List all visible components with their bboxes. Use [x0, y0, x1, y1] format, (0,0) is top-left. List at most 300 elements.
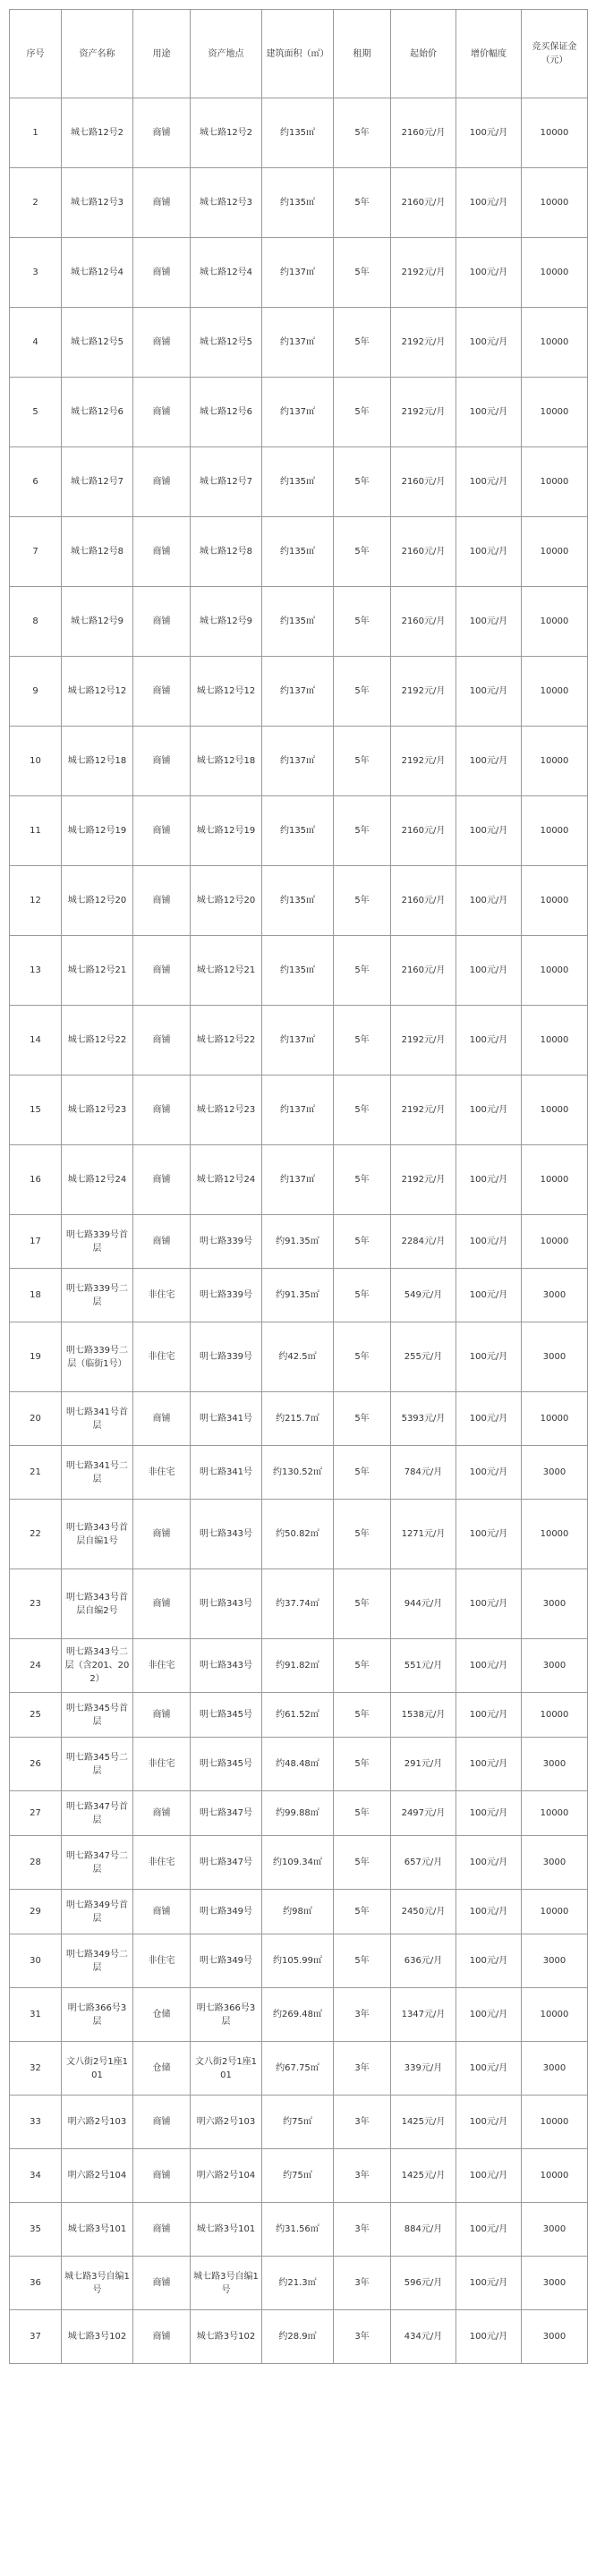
cell-asset-location: 城七路12号3 [191, 168, 262, 238]
cell-asset-location: 明七路341号 [191, 1446, 262, 1500]
cell-floor-area: 约137㎡ [262, 308, 334, 378]
cell-usage: 商铺 [133, 1890, 191, 1934]
cell-asset-name: 城七路12号5 [62, 308, 133, 378]
cell-seq: 6 [10, 447, 62, 517]
cell-asset-name: 明七路339号二层（临街1号） [62, 1322, 133, 1392]
cell-usage: 商铺 [133, 2096, 191, 2149]
cell-lease-term: 5年 [334, 1693, 391, 1738]
table-row [10, 98, 588, 168]
cell-starting-price: 2192元/月 [391, 1145, 456, 1215]
table-header-row [10, 10, 588, 98]
cell-starting-price: 1538元/月 [391, 1693, 456, 1738]
cell-usage: 商铺 [133, 238, 191, 308]
table-row [10, 1890, 588, 1934]
cell-floor-area: 约269.48㎡ [262, 1988, 334, 2042]
cell-lease-term: 5年 [334, 447, 391, 517]
table-row [10, 2042, 588, 2096]
cell-lease-term: 3年 [334, 2149, 391, 2203]
table-row [10, 587, 588, 657]
cell-increment: 100元/月 [456, 1006, 522, 1075]
cell-increment: 100元/月 [456, 1836, 522, 1890]
cell-lease-term: 5年 [334, 936, 391, 1006]
cell-deposit: 10000 [522, 936, 588, 1006]
cell-lease-term: 5年 [334, 1145, 391, 1215]
cell-seq: 17 [10, 1215, 62, 1269]
cell-seq: 33 [10, 2096, 62, 2149]
cell-floor-area: 约135㎡ [262, 517, 334, 587]
cell-usage: 非住宅 [133, 1934, 191, 1988]
cell-deposit: 10000 [522, 98, 588, 168]
cell-seq: 2 [10, 168, 62, 238]
cell-lease-term: 5年 [334, 587, 391, 657]
cell-floor-area: 约135㎡ [262, 936, 334, 1006]
cell-asset-name: 明七路345号二层 [62, 1738, 133, 1791]
cell-asset-location: 明七路343号 [191, 1500, 262, 1569]
cell-deposit: 10000 [522, 1075, 588, 1145]
cell-seq: 36 [10, 2257, 62, 2310]
cell-lease-term: 3年 [334, 2203, 391, 2257]
cell-increment: 100元/月 [456, 1988, 522, 2042]
cell-starting-price: 1425元/月 [391, 2096, 456, 2149]
cell-starting-price: 2160元/月 [391, 587, 456, 657]
cell-floor-area: 约31.56㎡ [262, 2203, 334, 2257]
cell-usage: 商铺 [133, 657, 191, 727]
cell-usage: 商铺 [133, 1006, 191, 1075]
cell-asset-location: 城七路12号20 [191, 866, 262, 936]
cell-increment: 100元/月 [456, 98, 522, 168]
cell-usage: 商铺 [133, 796, 191, 866]
cell-usage: 商铺 [133, 866, 191, 936]
cell-asset-name: 城七路12号12 [62, 657, 133, 727]
cell-seq: 11 [10, 796, 62, 866]
cell-deposit: 10000 [522, 866, 588, 936]
table-row [10, 1934, 588, 1988]
cell-lease-term: 5年 [334, 1569, 391, 1639]
cell-asset-name: 城七路12号21 [62, 936, 133, 1006]
cell-increment: 100元/月 [456, 308, 522, 378]
cell-asset-location: 明七路349号 [191, 1934, 262, 1988]
cell-deposit: 3000 [522, 1446, 588, 1500]
table-row [10, 1738, 588, 1791]
cell-deposit: 10000 [522, 796, 588, 866]
cell-increment: 100元/月 [456, 2096, 522, 2149]
cell-starting-price: 2192元/月 [391, 238, 456, 308]
cell-seq: 37 [10, 2310, 62, 2364]
cell-asset-name: 明七路339号首层 [62, 1215, 133, 1269]
cell-usage: 商铺 [133, 1145, 191, 1215]
cell-floor-area: 约67.75㎡ [262, 2042, 334, 2096]
cell-deposit: 10000 [522, 308, 588, 378]
cell-seq: 18 [10, 1269, 62, 1322]
cell-asset-location: 城七路12号5 [191, 308, 262, 378]
cell-lease-term: 5年 [334, 1446, 391, 1500]
cell-lease-term: 5年 [334, 1006, 391, 1075]
cell-asset-name: 明六路2号104 [62, 2149, 133, 2203]
cell-usage: 商铺 [133, 168, 191, 238]
cell-floor-area: 约137㎡ [262, 238, 334, 308]
cell-increment: 100元/月 [456, 1890, 522, 1934]
table-row [10, 378, 588, 447]
cell-asset-name: 城七路12号8 [62, 517, 133, 587]
cell-increment: 100元/月 [456, 1322, 522, 1392]
cell-asset-name: 城七路12号2 [62, 98, 133, 168]
cell-starting-price: 2284元/月 [391, 1215, 456, 1269]
cell-floor-area: 约98㎡ [262, 1890, 334, 1934]
cell-usage: 商铺 [133, 1500, 191, 1569]
cell-seq: 15 [10, 1075, 62, 1145]
cell-deposit: 10000 [522, 517, 588, 587]
cell-seq: 21 [10, 1446, 62, 1500]
cell-starting-price: 596元/月 [391, 2257, 456, 2310]
cell-floor-area: 约135㎡ [262, 168, 334, 238]
cell-asset-location: 明七路343号 [191, 1569, 262, 1639]
cell-asset-location: 城七路3号102 [191, 2310, 262, 2364]
cell-seq: 30 [10, 1934, 62, 1988]
cell-starting-price: 549元/月 [391, 1269, 456, 1322]
cell-asset-name: 明七路343号二层（含201、202） [62, 1639, 133, 1693]
table-row [10, 1006, 588, 1075]
cell-starting-price: 1271元/月 [391, 1500, 456, 1569]
cell-lease-term: 3年 [334, 2042, 391, 2096]
cell-floor-area: 约130.52㎡ [262, 1446, 334, 1500]
cell-starting-price: 2160元/月 [391, 796, 456, 866]
cell-floor-area: 约109.34㎡ [262, 1836, 334, 1890]
cell-floor-area: 约135㎡ [262, 447, 334, 517]
table-row [10, 657, 588, 727]
cell-lease-term: 5年 [334, 796, 391, 866]
cell-usage: 非住宅 [133, 1836, 191, 1890]
cell-asset-name: 城七路12号20 [62, 866, 133, 936]
cell-deposit: 10000 [522, 587, 588, 657]
cell-lease-term: 5年 [334, 1269, 391, 1322]
cell-usage: 仓储 [133, 1988, 191, 2042]
cell-increment: 100元/月 [456, 517, 522, 587]
table-row [10, 1693, 588, 1738]
cell-lease-term: 5年 [334, 1075, 391, 1145]
cell-deposit: 10000 [522, 727, 588, 796]
cell-lease-term: 5年 [334, 1791, 391, 1836]
cell-increment: 100元/月 [456, 447, 522, 517]
cell-starting-price: 2192元/月 [391, 378, 456, 447]
cell-increment: 100元/月 [456, 1075, 522, 1145]
cell-lease-term: 5年 [334, 308, 391, 378]
cell-asset-location: 明七路339号 [191, 1322, 262, 1392]
cell-lease-term: 5年 [334, 727, 391, 796]
cell-usage: 商铺 [133, 378, 191, 447]
table-row [10, 1500, 588, 1569]
cell-increment: 100元/月 [456, 1446, 522, 1500]
cell-usage: 商铺 [133, 1791, 191, 1836]
cell-starting-price: 551元/月 [391, 1639, 456, 1693]
table-row [10, 2257, 588, 2310]
table-row [10, 1145, 588, 1215]
cell-deposit: 3000 [522, 2203, 588, 2257]
cell-seq: 34 [10, 2149, 62, 2203]
cell-deposit: 3000 [522, 1322, 588, 1392]
cell-increment: 100元/月 [456, 1145, 522, 1215]
cell-asset-location: 城七路12号6 [191, 378, 262, 447]
cell-usage: 非住宅 [133, 1446, 191, 1500]
cell-floor-area: 约135㎡ [262, 796, 334, 866]
cell-asset-name: 城七路12号4 [62, 238, 133, 308]
cell-asset-location: 明七路345号 [191, 1693, 262, 1738]
cell-usage: 非住宅 [133, 1639, 191, 1693]
cell-usage: 商铺 [133, 1075, 191, 1145]
cell-seq: 14 [10, 1006, 62, 1075]
cell-usage: 商铺 [133, 308, 191, 378]
cell-usage: 非住宅 [133, 1269, 191, 1322]
cell-starting-price: 784元/月 [391, 1446, 456, 1500]
cell-asset-location: 明七路349号 [191, 1890, 262, 1934]
header-lease-term: 租期 [334, 10, 391, 98]
cell-starting-price: 2160元/月 [391, 866, 456, 936]
cell-asset-location: 明六路2号104 [191, 2149, 262, 2203]
cell-starting-price: 2192元/月 [391, 1006, 456, 1075]
cell-asset-name: 城七路3号自编1号 [62, 2257, 133, 2310]
cell-deposit: 3000 [522, 1934, 588, 1988]
cell-seq: 10 [10, 727, 62, 796]
table-row [10, 2310, 588, 2364]
cell-usage: 商铺 [133, 936, 191, 1006]
cell-increment: 100元/月 [456, 238, 522, 308]
cell-floor-area: 约28.9㎡ [262, 2310, 334, 2364]
cell-increment: 100元/月 [456, 1934, 522, 1988]
cell-lease-term: 5年 [334, 1836, 391, 1890]
cell-starting-price: 2497元/月 [391, 1791, 456, 1836]
cell-starting-price: 884元/月 [391, 2203, 456, 2257]
table-row [10, 866, 588, 936]
cell-deposit: 10000 [522, 1392, 588, 1446]
cell-asset-name: 城七路12号7 [62, 447, 133, 517]
cell-asset-location: 文八街2号1座101 [191, 2042, 262, 2096]
cell-starting-price: 1347元/月 [391, 1988, 456, 2042]
cell-starting-price: 255元/月 [391, 1322, 456, 1392]
cell-lease-term: 3年 [334, 2096, 391, 2149]
table-row [10, 308, 588, 378]
cell-asset-name: 明七路366号3层 [62, 1988, 133, 2042]
cell-asset-name: 明七路347号二层 [62, 1836, 133, 1890]
cell-asset-location: 城七路3号101 [191, 2203, 262, 2257]
cell-asset-location: 城七路12号12 [191, 657, 262, 727]
cell-asset-name: 城七路12号3 [62, 168, 133, 238]
cell-floor-area: 约42.5㎡ [262, 1322, 334, 1392]
cell-floor-area: 约99.88㎡ [262, 1791, 334, 1836]
cell-starting-price: 2160元/月 [391, 447, 456, 517]
cell-asset-location: 城七路3号自编1号 [191, 2257, 262, 2310]
cell-deposit: 10000 [522, 1145, 588, 1215]
cell-seq: 28 [10, 1836, 62, 1890]
cell-increment: 100元/月 [456, 1791, 522, 1836]
cell-floor-area: 约137㎡ [262, 1075, 334, 1145]
cell-asset-location: 城七路12号18 [191, 727, 262, 796]
cell-floor-area: 约135㎡ [262, 866, 334, 936]
cell-usage: 商铺 [133, 727, 191, 796]
cell-asset-location: 明七路345号 [191, 1738, 262, 1791]
cell-seq: 9 [10, 657, 62, 727]
cell-floor-area: 约91.35㎡ [262, 1269, 334, 1322]
cell-seq: 12 [10, 866, 62, 936]
cell-floor-area: 约37.74㎡ [262, 1569, 334, 1639]
cell-asset-name: 明七路349号首层 [62, 1890, 133, 1934]
header-asset-location: 资产地点 [191, 10, 262, 98]
cell-usage: 商铺 [133, 2149, 191, 2203]
cell-asset-name: 明七路345号首层 [62, 1693, 133, 1738]
cell-asset-location: 城七路12号23 [191, 1075, 262, 1145]
table-row [10, 2149, 588, 2203]
cell-deposit: 3000 [522, 1269, 588, 1322]
cell-deposit: 3000 [522, 2042, 588, 2096]
cell-floor-area: 约105.99㎡ [262, 1934, 334, 1988]
cell-increment: 100元/月 [456, 1500, 522, 1569]
table-row [10, 168, 588, 238]
cell-seq: 20 [10, 1392, 62, 1446]
cell-usage: 非住宅 [133, 1738, 191, 1791]
cell-usage: 商铺 [133, 447, 191, 517]
cell-starting-price: 2192元/月 [391, 308, 456, 378]
cell-deposit: 10000 [522, 1791, 588, 1836]
table-row [10, 447, 588, 517]
cell-seq: 22 [10, 1500, 62, 1569]
cell-deposit: 10000 [522, 238, 588, 308]
cell-deposit: 10000 [522, 1006, 588, 1075]
cell-asset-location: 城七路12号9 [191, 587, 262, 657]
table-row [10, 1269, 588, 1322]
cell-increment: 100元/月 [456, 1569, 522, 1639]
cell-seq: 1 [10, 98, 62, 168]
cell-asset-name: 城七路12号19 [62, 796, 133, 866]
cell-increment: 100元/月 [456, 2042, 522, 2096]
cell-usage: 仓储 [133, 2042, 191, 2096]
cell-increment: 100元/月 [456, 866, 522, 936]
header-increment: 增价幅度 [456, 10, 522, 98]
cell-floor-area: 约137㎡ [262, 378, 334, 447]
cell-asset-location: 明六路2号103 [191, 2096, 262, 2149]
cell-asset-name: 城七路12号18 [62, 727, 133, 796]
cell-lease-term: 5年 [334, 1738, 391, 1791]
cell-increment: 100元/月 [456, 796, 522, 866]
cell-starting-price: 5393元/月 [391, 1392, 456, 1446]
cell-starting-price: 2192元/月 [391, 727, 456, 796]
cell-increment: 100元/月 [456, 1693, 522, 1738]
cell-asset-name: 城七路12号22 [62, 1006, 133, 1075]
header-floor-area: 建筑面积（㎡） [262, 10, 334, 98]
cell-lease-term: 5年 [334, 1890, 391, 1934]
table-row [10, 1446, 588, 1500]
cell-deposit: 3000 [522, 2310, 588, 2364]
cell-lease-term: 3年 [334, 1988, 391, 2042]
table-row [10, 2096, 588, 2149]
cell-starting-price: 291元/月 [391, 1738, 456, 1791]
cell-asset-location: 明七路343号 [191, 1639, 262, 1693]
cell-increment: 100元/月 [456, 727, 522, 796]
cell-lease-term: 5年 [334, 1500, 391, 1569]
cell-seq: 27 [10, 1791, 62, 1836]
cell-asset-location: 城七路12号7 [191, 447, 262, 517]
cell-starting-price: 2192元/月 [391, 1075, 456, 1145]
cell-asset-name: 文八街2号1座101 [62, 2042, 133, 2096]
cell-starting-price: 636元/月 [391, 1934, 456, 1988]
cell-increment: 100元/月 [456, 1269, 522, 1322]
table-row [10, 1836, 588, 1890]
cell-deposit: 10000 [522, 1890, 588, 1934]
cell-seq: 24 [10, 1639, 62, 1693]
cell-asset-name: 明七路341号首层 [62, 1392, 133, 1446]
cell-deposit: 10000 [522, 2149, 588, 2203]
cell-lease-term: 3年 [334, 2257, 391, 2310]
cell-asset-location: 城七路12号4 [191, 238, 262, 308]
cell-floor-area: 约137㎡ [262, 657, 334, 727]
cell-asset-name: 城七路12号24 [62, 1145, 133, 1215]
cell-seq: 7 [10, 517, 62, 587]
cell-starting-price: 2160元/月 [391, 936, 456, 1006]
table-row [10, 1791, 588, 1836]
cell-asset-name: 明七路343号首层自编1号 [62, 1500, 133, 1569]
cell-lease-term: 5年 [334, 866, 391, 936]
cell-seq: 29 [10, 1890, 62, 1934]
cell-asset-name: 城七路12号6 [62, 378, 133, 447]
cell-seq: 25 [10, 1693, 62, 1738]
cell-asset-location: 城七路12号22 [191, 1006, 262, 1075]
cell-increment: 100元/月 [456, 1639, 522, 1693]
cell-seq: 13 [10, 936, 62, 1006]
cell-seq: 35 [10, 2203, 62, 2257]
table-row [10, 2203, 588, 2257]
cell-asset-name: 明七路339号二层 [62, 1269, 133, 1322]
cell-increment: 100元/月 [456, 1215, 522, 1269]
cell-lease-term: 5年 [334, 1639, 391, 1693]
cell-starting-price: 434元/月 [391, 2310, 456, 2364]
asset-lease-table [9, 9, 588, 2364]
cell-floor-area: 约21.3㎡ [262, 2257, 334, 2310]
cell-asset-location: 明七路347号 [191, 1836, 262, 1890]
table-row [10, 1569, 588, 1639]
cell-asset-location: 城七路12号24 [191, 1145, 262, 1215]
table-row [10, 238, 588, 308]
cell-deposit: 10000 [522, 378, 588, 447]
header-starting-price: 起始价 [391, 10, 456, 98]
cell-deposit: 10000 [522, 657, 588, 727]
cell-seq: 19 [10, 1322, 62, 1392]
cell-floor-area: 约137㎡ [262, 1006, 334, 1075]
cell-floor-area: 约61.52㎡ [262, 1693, 334, 1738]
table-row [10, 727, 588, 796]
cell-asset-name: 明六路2号103 [62, 2096, 133, 2149]
cell-floor-area: 约91.82㎡ [262, 1639, 334, 1693]
cell-asset-location: 城七路12号8 [191, 517, 262, 587]
cell-seq: 3 [10, 238, 62, 308]
header-deposit: 竞买保证金（元） [522, 10, 588, 98]
header-seq: 序号 [10, 10, 62, 98]
cell-deposit: 3000 [522, 1639, 588, 1693]
cell-starting-price: 339元/月 [391, 2042, 456, 2096]
cell-floor-area: 约135㎡ [262, 587, 334, 657]
cell-deposit: 10000 [522, 1693, 588, 1738]
cell-usage: 商铺 [133, 2257, 191, 2310]
cell-deposit: 3000 [522, 2257, 588, 2310]
table-row [10, 1075, 588, 1145]
cell-floor-area: 约75㎡ [262, 2149, 334, 2203]
cell-starting-price: 2160元/月 [391, 517, 456, 587]
cell-asset-location: 明七路339号 [191, 1269, 262, 1322]
cell-floor-area: 约135㎡ [262, 98, 334, 168]
cell-deposit: 3000 [522, 1738, 588, 1791]
cell-usage: 非住宅 [133, 1322, 191, 1392]
cell-lease-term: 5年 [334, 517, 391, 587]
cell-asset-location: 明七路339号 [191, 1215, 262, 1269]
cell-usage: 商铺 [133, 587, 191, 657]
cell-asset-location: 明七路347号 [191, 1791, 262, 1836]
cell-usage: 商铺 [133, 1693, 191, 1738]
